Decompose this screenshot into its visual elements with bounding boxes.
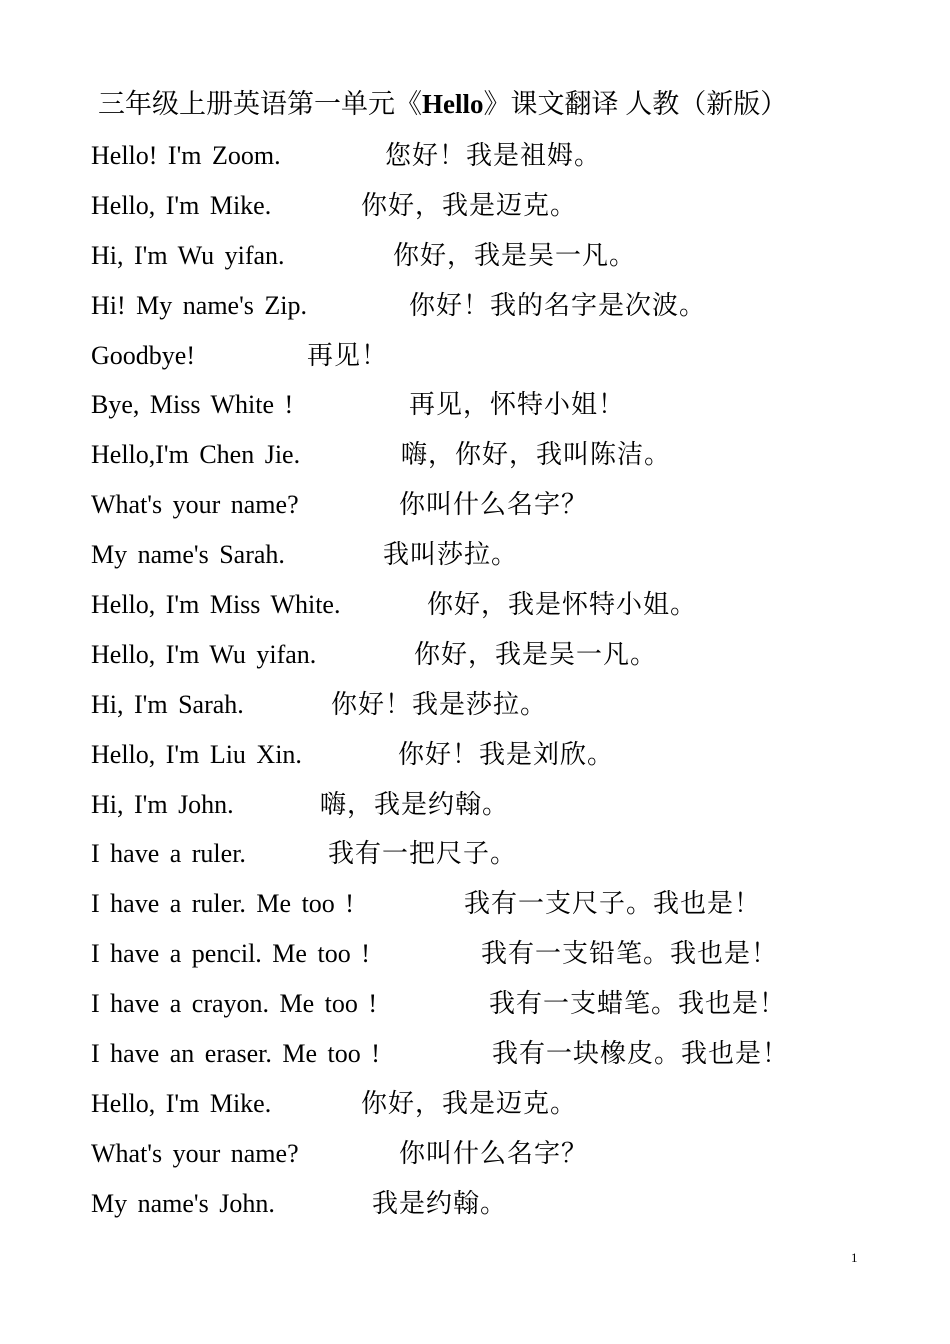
chinese-text: 你好，我是吴一凡。: [393, 240, 637, 270]
english-text: Hi, I'm Wu yifan.: [91, 240, 285, 270]
chinese-text: 我有一把尺子。: [328, 839, 518, 869]
english-text: Hello, I'm Mike.: [91, 1088, 272, 1118]
chinese-text: 嗨，你好，我叫陈洁。: [401, 440, 672, 470]
chinese-text: 我是约翰。: [372, 1188, 508, 1218]
chinese-text: 你好！我是刘欣。: [398, 739, 615, 769]
english-text: Hello,I'm Chen Jie.: [91, 440, 301, 470]
chinese-text: 你好，我是迈克。: [361, 1088, 578, 1118]
chinese-text: 你好！我是莎拉。: [331, 689, 548, 719]
chinese-text: 我有一支铅笔。我也是！: [481, 939, 779, 969]
chinese-text: 您好！我是祖姆。: [385, 141, 602, 170]
chinese-text: 再见！: [307, 340, 389, 370]
english-text: Hi, I'm Sarah.: [91, 689, 244, 719]
chinese-text: 你好！我的名字是次波。: [409, 290, 707, 320]
english-text: My name's John.: [91, 1188, 275, 1218]
english-text: What's your name?: [91, 490, 299, 520]
chinese-text: 你好，我是吴一凡。: [414, 639, 658, 669]
chinese-text: 我有一支蜡笔。我也是！: [489, 989, 787, 1019]
title-suffix: 》课文翻译 人教（新版）: [483, 89, 788, 119]
chinese-text: 你好，我是怀特小姐。: [427, 590, 698, 620]
page-number: 1: [851, 1250, 858, 1265]
english-text: I have a ruler. Me too !: [91, 889, 354, 919]
chinese-text: 再见，怀特小姐！: [409, 390, 626, 420]
english-text: Hi! My name's Zip.: [91, 290, 307, 320]
english-text: My name's Sarah.: [91, 540, 285, 570]
english-text: Hello, I'm Miss White.: [91, 590, 341, 620]
page-title: [98, 84, 787, 124]
chinese-text: 我有一支尺子。我也是！: [464, 889, 762, 919]
english-text: Goodbye!: [91, 340, 195, 370]
english-text: I have a crayon. Me too !: [91, 989, 378, 1019]
english-text: Hello! I'm Zoom.: [91, 141, 281, 170]
english-text: Hello, I'm Wu yifan.: [91, 639, 317, 669]
english-text: I have an eraser. Me too !: [91, 1039, 380, 1069]
english-text: I have a pencil. Me too !: [91, 939, 370, 969]
chinese-text: 嗨，我是约翰。: [320, 789, 510, 819]
english-text: Hello, I'm Liu Xin.: [91, 739, 302, 769]
english-text: Hello, I'm Mike.: [91, 190, 272, 220]
chinese-text: 你叫什么名字？: [399, 1138, 589, 1168]
chinese-text: 你叫什么名字？: [399, 490, 589, 520]
chinese-text: 我叫莎拉。: [383, 540, 519, 570]
english-text: Bye, Miss White !: [91, 390, 294, 420]
english-text: I have a ruler.: [91, 839, 246, 869]
english-text: Hi, I'm John.: [91, 789, 234, 819]
chinese-text: 你好，我是迈克。: [361, 190, 578, 220]
chinese-text: 我有一块橡皮。我也是！: [492, 1039, 790, 1069]
english-text: What's your name?: [91, 1138, 299, 1168]
title-prefix: 三年级上册英语第一单元《: [98, 89, 422, 119]
title-bold: Hello: [422, 89, 484, 119]
